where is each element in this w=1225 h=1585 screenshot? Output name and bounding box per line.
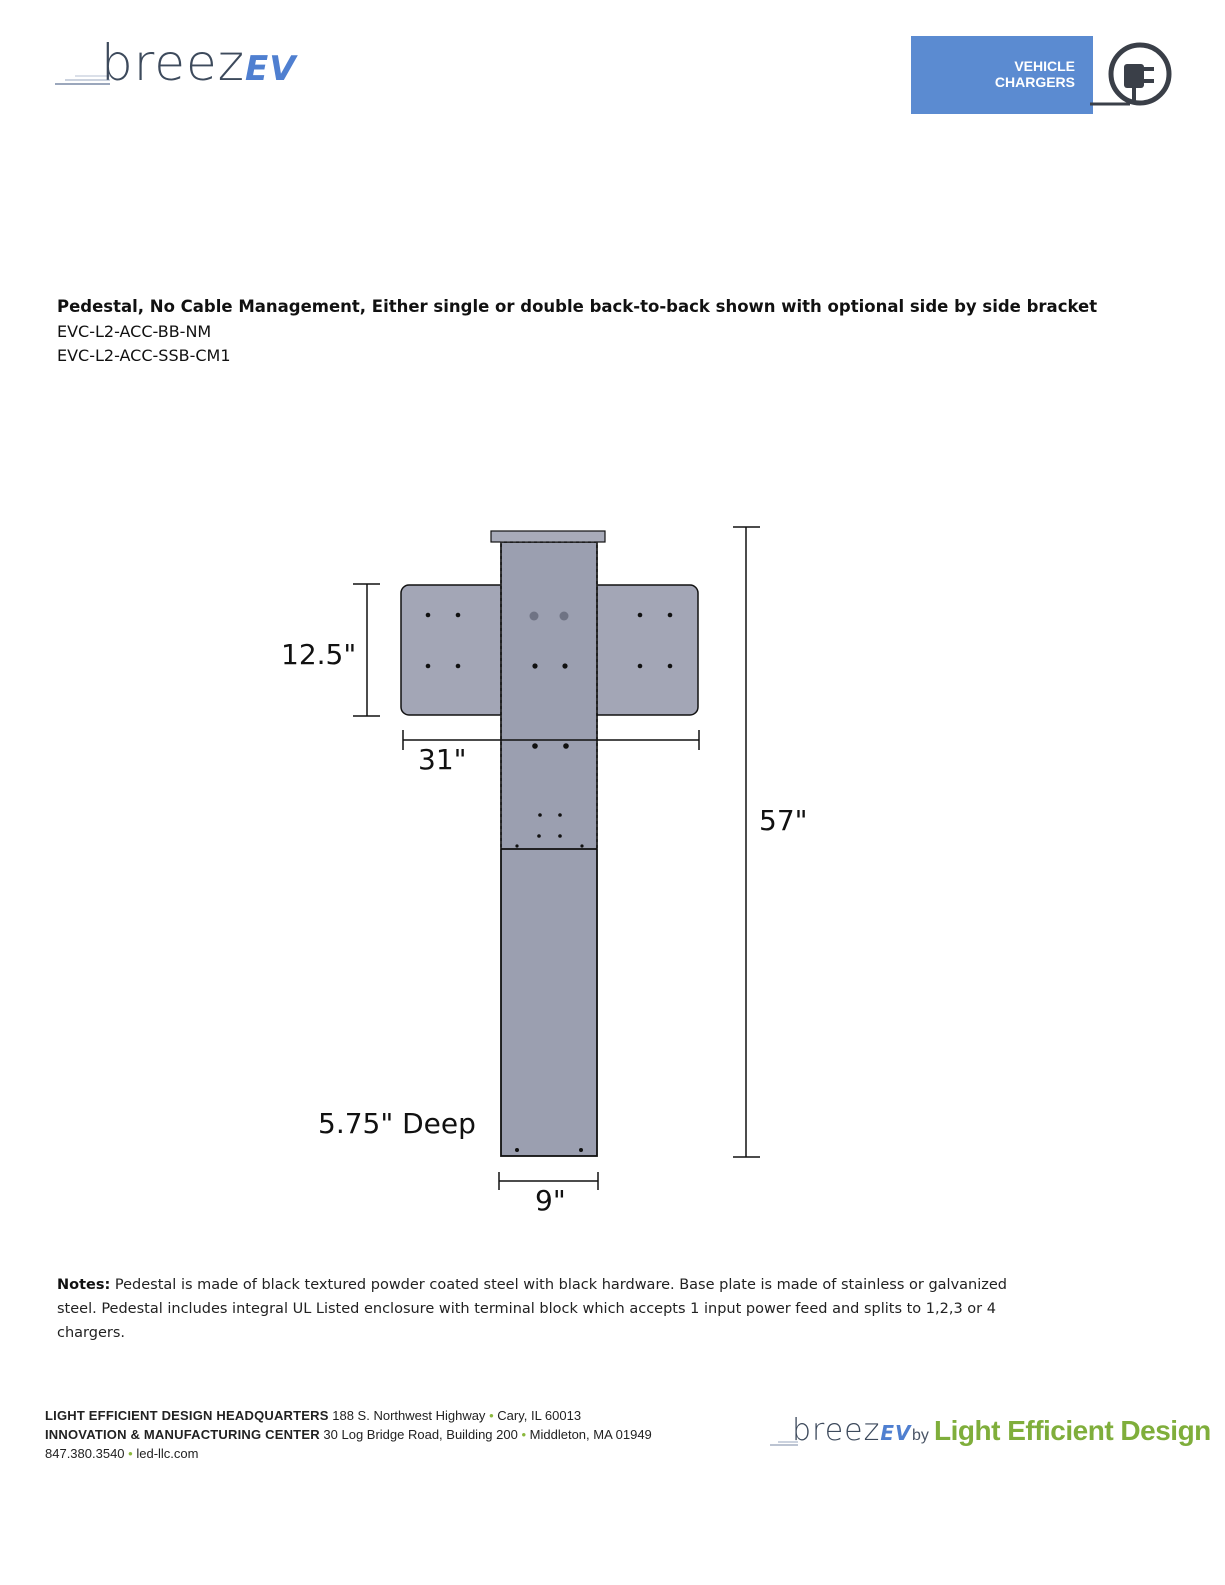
footer-logo-suffix: EV <box>880 1421 912 1445</box>
vehicle-chargers-badge <box>911 36 1093 114</box>
footer-by: by <box>912 1427 929 1444</box>
imc-label: INNOVATION & MANUFACTURING CENTER <box>45 1427 320 1442</box>
product-code-2: EVC-L2-ACC-SSB-CM1 <box>57 346 231 365</box>
website-link[interactable]: led-llc.com <box>136 1446 199 1461</box>
imc-address: 30 Log Bridge Road, Building 200 <box>323 1427 518 1442</box>
badge-line-2: CHARGERS <box>994 74 1075 90</box>
footer-logo-prefix: breez <box>792 1413 881 1448</box>
dim-label-depth: 5.75" Deep <box>318 1107 476 1140</box>
logo-prefix: breez <box>101 34 245 92</box>
dim-label-post-width: 9" <box>535 1184 566 1217</box>
notes-text: Pedestal is made of black textured powder coated steel with black hardware. Base plate is made of stainless or galvanized steel. Pedestal includes integral UL Listed enclosure with terminal block which accepts 1 input power feed and splits to 1,2,3 or 4 chargers. <box>57 1277 1007 1341</box>
dim-label-total-height: 57" <box>759 804 808 837</box>
plug-icon <box>1090 40 1180 115</box>
product-code-1: EVC-L2-ACC-BB-NM <box>57 322 212 341</box>
hq-address: 188 S. Northwest Highway <box>332 1408 486 1423</box>
logo-suffix: EV <box>244 49 297 89</box>
footer-imc: INNOVATION & MANUFACTURING CENTER 30 Log Bridge Road, Building 200 • Middleton, MA 01949 <box>45 1427 652 1442</box>
product-title: Pedestal, No Cable Management, Either single or double back-to-back shown with optional side by side bracket <box>57 297 1098 316</box>
imc-city: Middleton, MA 01949 <box>529 1427 652 1442</box>
pedestal-cap <box>491 531 605 542</box>
notes-label: Notes: <box>57 1277 111 1293</box>
dim-label-bracket-width: 31" <box>418 743 467 776</box>
dim-total-height <box>733 527 760 1157</box>
footer-hq: LIGHT EFFICIENT DESIGN HEADQUARTERS 188 S. Northwest Highway • Cary, IL 60013 <box>45 1408 582 1423</box>
notes <box>57 1273 1027 1345</box>
pedestal-drawing <box>0 500 1225 1220</box>
hq-city: Cary, IL 60013 <box>497 1408 582 1423</box>
footer-contact: 847.380.3540 • led-llc.com <box>45 1446 199 1461</box>
badge-line-1: VEHICLE <box>1014 58 1075 74</box>
phone: 847.380.3540 <box>45 1446 125 1461</box>
light-efficient-design-brand: Light Efficient Design <box>934 1415 1211 1446</box>
breezev-logo <box>55 36 315 101</box>
hq-label: LIGHT EFFICIENT DESIGN HEADQUARTERS <box>45 1408 329 1423</box>
dim-label-bracket-height: 12.5" <box>281 638 357 671</box>
dim-bracket-height <box>353 584 380 716</box>
